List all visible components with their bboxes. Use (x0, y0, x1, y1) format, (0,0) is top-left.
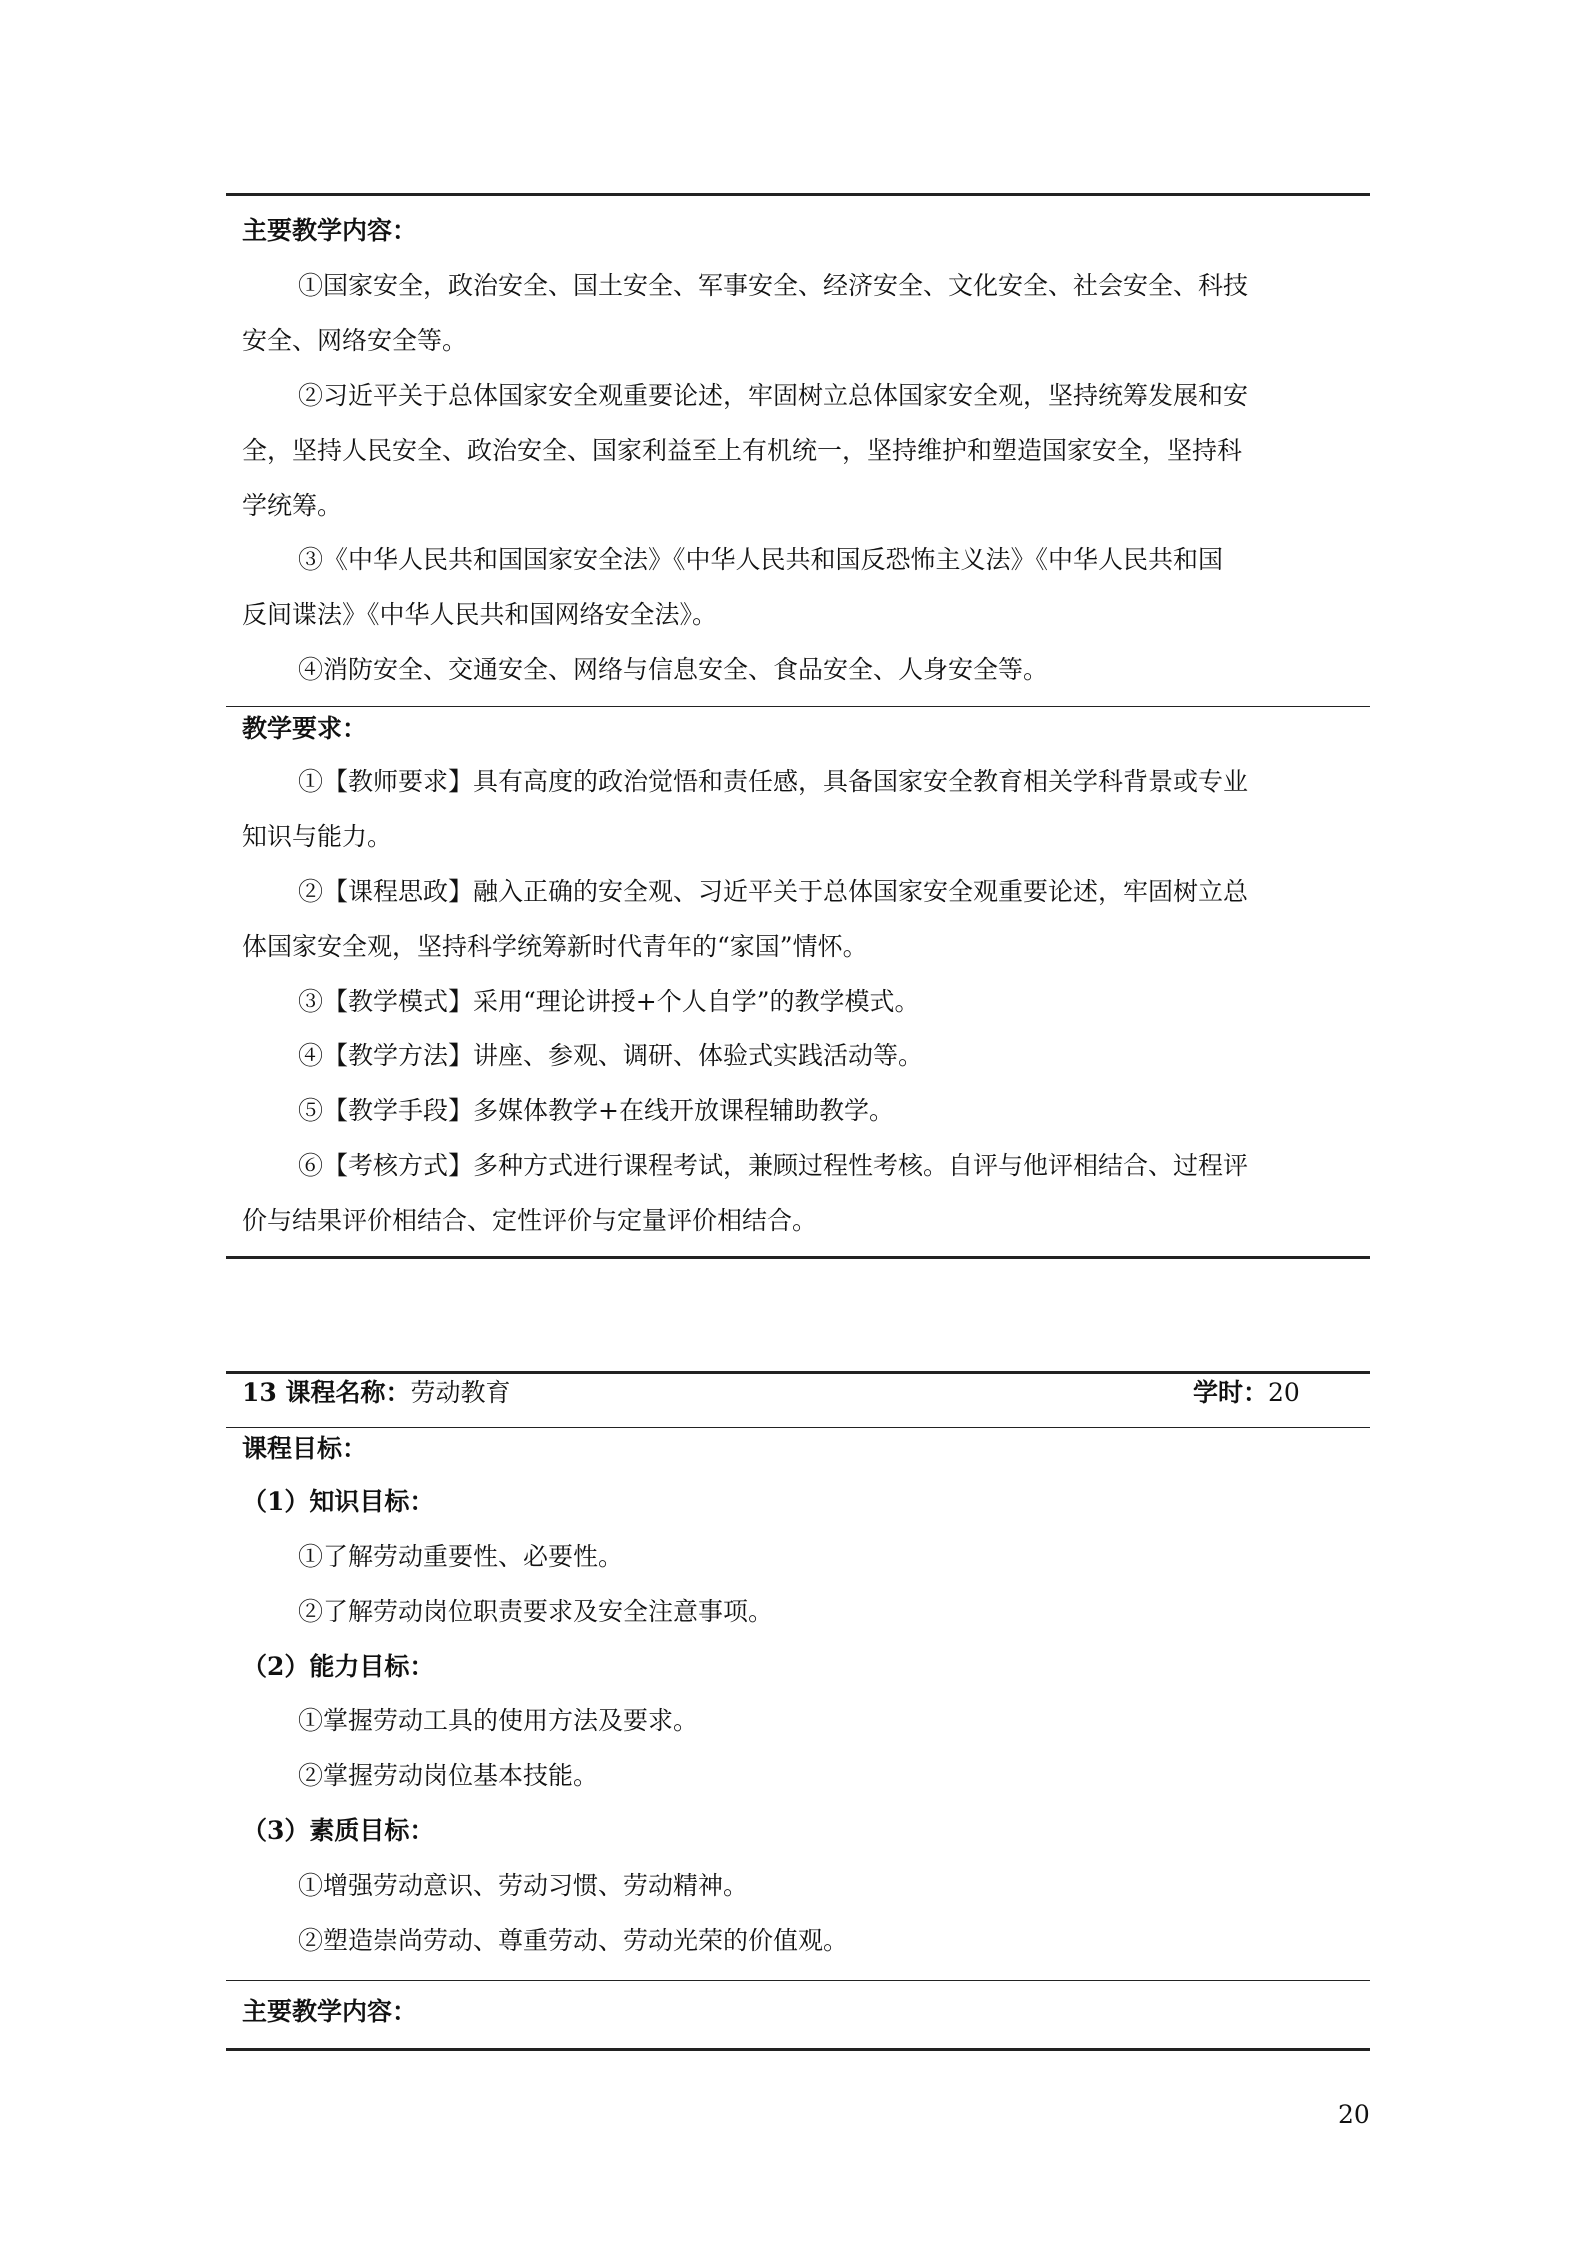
content-heading-2: 主要教学内容： (242, 1997, 418, 2026)
knowledge-goals-heading: （1）知识目标： (242, 1487, 435, 1516)
table2-top-rule (226, 1371, 1370, 1374)
content-item-1-line-2: 安全、网络安全等。 (242, 326, 468, 355)
quality-goal-1: ①增强劳动意识、劳动习惯、劳动精神。 (298, 1871, 749, 1900)
course-label: 13 课程名称： (242, 1378, 411, 1407)
knowledge-goal-1: ①了解劳动重要性、必要性。 (298, 1542, 624, 1571)
course-hours (1193, 1376, 1300, 1410)
requirement-1-line-1: ①【教师要求】具有高度的政治觉悟和责任感，具备国家安全教育相关学科背景或专业 (298, 767, 1249, 796)
table-top-rule (226, 193, 1370, 196)
requirement-6-line-1: ⑥【考核方式】多种方式进行课程考试，兼顾过程性考核。自评与他评相结合、过程评 (298, 1151, 1249, 1180)
goals-heading: 课程目标： (242, 1434, 368, 1463)
content-item-2-line-2: 全，坚持人民安全、政治安全、国家利益至上有机统一，坚持维护和塑造国家安全，坚持科 (242, 436, 1243, 465)
requirement-2-line-1: ②【课程思政】融入正确的安全观、习近平关于总体国家安全观重要论述，牢固树立总 (298, 877, 1249, 906)
table-bottom-rule (226, 1256, 1370, 1259)
table2-bottom-rule (226, 2048, 1370, 2051)
content-item-2-line-3: 学统筹。 (242, 491, 343, 520)
content-heading: 主要教学内容： (242, 216, 418, 245)
hours-value: 20 (1268, 1378, 1300, 1407)
content-item-1-line-1: ①国家安全，政治安全、国土安全、军事安全、经济安全、文化安全、社会安全、科技 (298, 271, 1249, 300)
page-number: 20 (1338, 2100, 1370, 2129)
row-divider (226, 1427, 1370, 1428)
ability-goal-1: ①掌握劳动工具的使用方法及要求。 (298, 1706, 699, 1735)
requirements-heading: 教学要求： (242, 714, 368, 743)
requirement-3-line-1: ③【教学模式】采用“理论讲授+个人自学”的教学模式。 (298, 987, 920, 1016)
requirement-2-line-2: 体国家安全观，坚持科学统筹新时代青年的“家国”情怀。 (242, 932, 868, 961)
quality-goal-2: ②塑造崇尚劳动、尊重劳动、劳动光荣的价值观。 (298, 1926, 849, 1955)
content-item-3-line-1: ③《中华人民共和国国家安全法》《中华人民共和国反恐怖主义法》《中华人民共和国 (298, 545, 1224, 574)
requirement-6-line-2: 价与结果评价相结合、定性评价与定量评价相结合。 (242, 1206, 818, 1235)
content-item-4-line-1: ④消防安全、交通安全、网络与信息安全、食品安全、人身安全等。 (298, 655, 1049, 684)
knowledge-goal-2: ②了解劳动岗位职责要求及安全注意事项。 (298, 1597, 774, 1626)
requirement-5-line-1: ⑤【教学手段】多媒体教学+在线开放课程辅助教学。 (298, 1096, 894, 1125)
row-divider (226, 706, 1370, 707)
course-title (242, 1376, 511, 1410)
row-divider (226, 1980, 1370, 1981)
requirement-4-line-1: ④【教学方法】讲座、参观、调研、体验式实践活动等。 (298, 1041, 924, 1070)
course-name: 劳动教育 (410, 1378, 511, 1407)
content-item-2-line-1: ②习近平关于总体国家安全观重要论述，牢固树立总体国家安全观，坚持统筹发展和安 (298, 381, 1249, 410)
requirement-1-line-2: 知识与能力。 (242, 822, 393, 851)
hours-label: 学时： (1193, 1378, 1269, 1407)
ability-goals-heading: （2）能力目标： (242, 1652, 435, 1681)
content-item-3-line-2: 反间谍法》《中华人民共和国网络安全法》。 (242, 600, 718, 629)
quality-goals-heading: （3）素质目标： (242, 1816, 435, 1845)
ability-goal-2: ②掌握劳动岗位基本技能。 (298, 1761, 599, 1790)
